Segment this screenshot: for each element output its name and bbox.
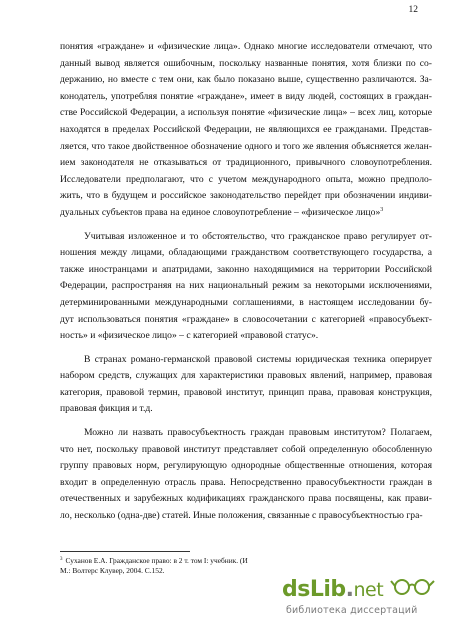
text-line: ношения между лицами, обладающими гражданством соответствующего государства, а bbox=[60, 247, 432, 259]
text-line: ность» и «физическое лицо» – с категорией «правовой статус». bbox=[60, 330, 319, 342]
footnote bbox=[60, 556, 432, 576]
paragraph bbox=[60, 39, 432, 222]
text-line: находятся в пределах Российской Федерации, не являющихся ее гражданами. Представ- bbox=[60, 123, 432, 135]
text-line: отечественных и зарубежных кодификациях гражданского права посвящены, как прави- bbox=[60, 493, 432, 505]
footnote-line-2: М.: Волтерс Клувер, 2004. С.152. bbox=[60, 566, 165, 575]
watermark-logo bbox=[282, 577, 383, 602]
text-line: детерминированными международными соглашениями, в настоящем исследовании бу- bbox=[60, 296, 432, 308]
text-line: также иностранцами и апатридами, законно находящимися на территории Российской bbox=[60, 263, 432, 275]
text-line: держанию, но вместе с тем они, как было показано выше, существенно различаются. За- bbox=[60, 74, 432, 86]
paragraph bbox=[60, 352, 432, 418]
text-line: что нет, поскольку правовой институт представляет собой определенную обособленную bbox=[60, 443, 432, 455]
page-number: 12 bbox=[408, 5, 418, 15]
text-line: категория, правовой термин, правовой институт, принцип права, правовая конструкция, bbox=[60, 386, 432, 398]
body-text bbox=[60, 39, 432, 532]
text-line: правовая фикция и т.д. bbox=[60, 403, 153, 415]
text-line: входит в определенную отрасль права. Непосредственно правосубъектности граждан в bbox=[60, 476, 432, 488]
footnote-line-1 bbox=[60, 556, 432, 566]
text-line: дуальных субъектов права на единое словоупотребление – «физическое лицо» bbox=[60, 206, 381, 218]
text-line: Исследователи предполагают, что с учетом международного опыта, можно предполо- bbox=[60, 173, 432, 185]
text-line: ло, несколько (одна-две) статей. Иные положения, связанные с правосубъектностью гра- bbox=[60, 510, 423, 522]
text-line: жить, что в будущем и российское законодательство перейдет при обозначении индиви- bbox=[60, 190, 432, 202]
footnote-reference[interactable]: 3 bbox=[380, 206, 384, 213]
watermark[interactable] bbox=[282, 577, 450, 621]
glasses-icon bbox=[390, 577, 438, 595]
text-line: Учитывая изложенное и то обстоятельство, что гражданское право регулирует от- bbox=[84, 230, 432, 242]
text-line: данный вывод является ошибочным, поскольку названные понятия, хотя близки по со- bbox=[60, 57, 432, 69]
paragraph bbox=[60, 229, 432, 345]
text-line: стве Российской Федерации, а используя понятие «физические лица» – всех лиц, которые bbox=[60, 107, 432, 119]
text-line: дут использоваться понятия «граждане» в словосочетании с категорией «правосубъект- bbox=[60, 313, 432, 325]
text-line: набором средств, служащих для характеристики правовых явлений, например, правовая bbox=[60, 370, 432, 382]
text-line-with-ref bbox=[60, 205, 432, 222]
footnote-separator bbox=[60, 551, 190, 552]
text-line: ляется, что такое двойственное обозначение одного и того же явления объясняется желан- bbox=[60, 140, 432, 152]
paragraph bbox=[60, 425, 432, 525]
watermark-logo-dot: . bbox=[345, 577, 354, 602]
text-line: понятия «граждане» и «физические лица». Однако многие исследователи отмечают, что bbox=[60, 41, 432, 52]
text-line: ием законодателя не отказываться от традиционного, привычного словоупотребления. bbox=[60, 157, 432, 169]
text-line: Федерации, распространяя на них национальный режим за некоторыми исключениями, bbox=[60, 280, 432, 292]
watermark-tagline: библиотека диссертаций bbox=[286, 605, 418, 616]
footnote-number: 3 bbox=[60, 556, 63, 562]
watermark-logo-tld: net bbox=[353, 579, 384, 601]
footnote-text-1: Суханов Е.А. Гражданское право: в 2 т. том I: учебник. (И bbox=[65, 556, 248, 565]
watermark-logo-main: dsLib bbox=[282, 577, 346, 602]
text-line: конодатель, употребляя понятие «граждане», имеет в виду людей, состоящих в граждан- bbox=[60, 90, 432, 102]
text-line: Можно ли назвать правосубъектность граждан правовым институтом? Полагаем, bbox=[84, 427, 432, 439]
text-line: группу правовых норм, регулирующую однородные общественные отношения, которая bbox=[60, 460, 432, 472]
text-line: В странах романо-германской правовой системы юридическая техника оперирует bbox=[84, 353, 432, 365]
